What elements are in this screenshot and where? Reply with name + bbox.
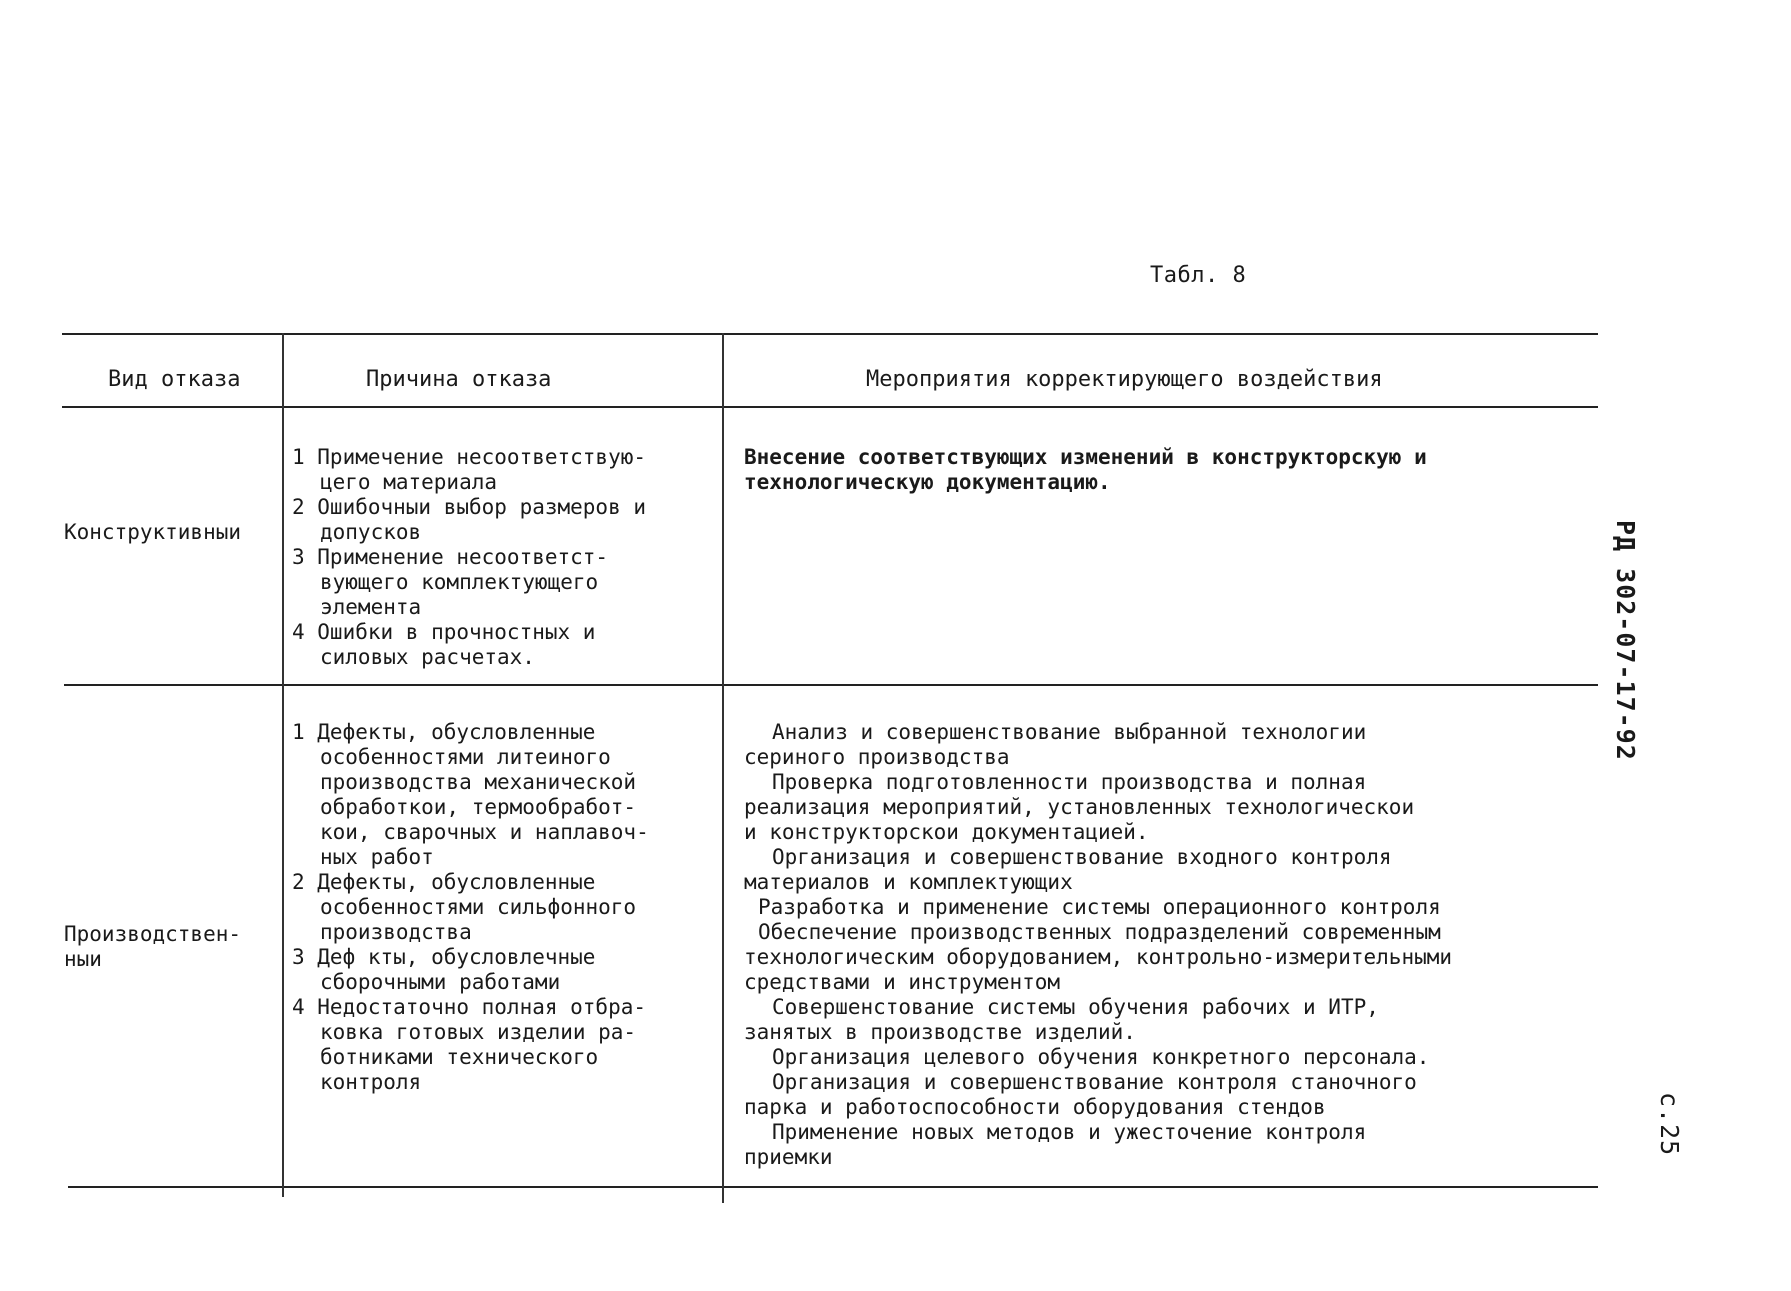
cause-line: особенностями литеиного	[320, 745, 611, 769]
measure-line: Проверка подготовленности производства и полная	[772, 770, 1367, 794]
measure-line: Организация и совершенствование контроля станочного	[772, 1070, 1417, 1094]
cause-line: контроля	[320, 1070, 422, 1094]
cause-line: вующего комплектующего	[320, 570, 599, 594]
measure-line: Организация целевого обучения конкретного персонала.	[772, 1045, 1430, 1069]
cause-line: обработкои, термообработ-	[320, 795, 637, 819]
measure-line: технологическим оборудованием, контрольно-измерительными	[744, 945, 1453, 969]
measure-line: парка и работоспособности оборудования стендов	[744, 1095, 1326, 1119]
measure-line: занятых в производстве изделий.	[744, 1020, 1136, 1044]
measure-line: Внесение соответствующих изменений в конструкторскую и	[744, 445, 1427, 469]
cause-line: 2 Ошибочныи выбор размеров и	[292, 495, 647, 519]
row1-failure-type: Конструктивныи	[64, 520, 242, 544]
table-bottom-rule	[68, 1186, 1598, 1188]
cause-line: 1 Дефекты, обусловленные	[292, 720, 596, 744]
cause-line: 1 Примечение несоответствую-	[292, 445, 647, 469]
header-bottom-rule	[62, 406, 1598, 408]
measure-line: Обеспечение производственных подразделений современным	[758, 920, 1441, 944]
cause-line: цего материала	[320, 470, 498, 494]
row-separator-rule	[64, 684, 1598, 686]
measure-line: Разработка и применение системы операционного контроля	[758, 895, 1441, 919]
measure-line: Организация и совершенствование входного контроля	[772, 845, 1392, 869]
cause-line: кои, сварочных и наплавоч-	[320, 820, 649, 844]
cause-line: ных работ	[320, 845, 434, 869]
row1-causes	[292, 445, 720, 670]
header-failure-type: Вид отказа	[108, 367, 241, 392]
measure-line: реализация мероприятий, установленных технологическои	[744, 795, 1415, 819]
cause-line: допусков	[320, 520, 422, 544]
row2-causes	[292, 720, 720, 1095]
cause-line: сборочными работами	[320, 970, 561, 994]
cause-line: элемента	[320, 595, 422, 619]
row2-failure-type: Производствен- ныи	[64, 922, 242, 971]
header-corrective-measures: Мероприятия корректирующего воздействия	[866, 367, 1383, 392]
table-top-rule	[62, 333, 1598, 335]
measure-line: материалов и комплектующих	[744, 870, 1073, 894]
header-failure-cause: Причина отказа	[366, 367, 552, 392]
measure-line: и конструкторскои документацией.	[744, 820, 1149, 844]
measure-line: Совершенстование системы обучения рабочих и ИТР,	[772, 995, 1379, 1019]
cause-line: 3 Деф кты, обусловлечные	[292, 945, 596, 969]
measure-line: сериного производства	[744, 745, 1010, 769]
cause-line: особенностями сильфонного	[320, 895, 637, 919]
cause-line: 4 Недостаточно полная отбра-	[292, 995, 647, 1019]
cause-line: производства	[320, 920, 472, 944]
cause-line: 2 Дефекты, обусловленные	[292, 870, 596, 894]
cause-line: ковка готовых изделии ра-	[320, 1020, 637, 1044]
row1-measures	[744, 445, 1584, 495]
column-divider-1	[282, 333, 284, 1197]
measure-line: Анализ и совершенствование выбранной технологии	[772, 720, 1367, 744]
measure-line: Применение новых методов и ужесточение контроля	[772, 1120, 1367, 1144]
page-number: с.25	[1655, 1092, 1684, 1157]
measure-line: приемки	[744, 1145, 833, 1169]
measure-line: средствами и инструментом	[744, 970, 1061, 994]
cause-line: 4 Ошибки в прочностных и	[292, 620, 596, 644]
cause-line: силовых расчетах.	[320, 645, 535, 669]
row2-measures	[744, 720, 1590, 1170]
cause-line: 3 Применение несоответст-	[292, 545, 609, 569]
measure-line: технологическую документацию.	[744, 470, 1111, 494]
cause-line: ботниками технического	[320, 1045, 599, 1069]
cause-line: производства механической	[320, 770, 637, 794]
document-code: РД 302-07-17-92	[1611, 520, 1640, 761]
column-divider-2	[722, 333, 724, 1203]
table-caption: Табл. 8	[1150, 263, 1247, 288]
